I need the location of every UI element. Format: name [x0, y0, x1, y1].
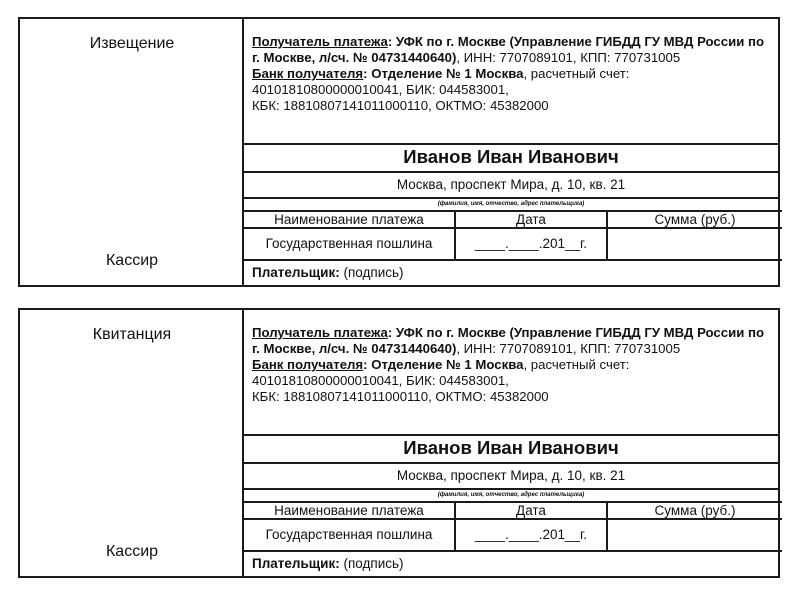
payer-hint: (фамилия, имя, отчество, адрес плательщика): [437, 201, 585, 207]
receipt-side-panel: [20, 310, 244, 576]
payer-name: Иванов Иван Иванович: [403, 437, 619, 458]
notice-slip: [18, 17, 780, 287]
recipient-name: : УФК по г. Москве (Управление ГИБДД ГУ МВД России по г. Москве, л/сч. № 04731440640): [252, 325, 764, 356]
signature-label: Плательщик:: [252, 265, 340, 280]
recipient-label: Получатель платежа: [252, 34, 388, 49]
cashier-label: Кассир: [105, 252, 159, 269]
cashier-label: Кассир: [105, 543, 159, 560]
recipient-label: Получатель платежа: [252, 325, 388, 340]
side-title: Квитанция: [92, 326, 172, 343]
recipient-tax: , ИНН: 7707089101, КПП: 770731005: [456, 341, 681, 356]
payer-signature: [252, 265, 404, 280]
payment-sum[interactable]: [607, 228, 782, 260]
col-header-sum: Сумма (руб.): [607, 211, 782, 228]
recipient-tax: , ИНН: 7707089101, КПП: 770731005: [456, 50, 681, 65]
notice-details: [244, 19, 778, 285]
divider: [244, 550, 778, 552]
col-header-name: Наименование платежа: [244, 502, 455, 519]
recipient-block: [252, 34, 772, 114]
bank-label: Банк получателя: [252, 66, 364, 81]
payer-signature: [252, 556, 404, 571]
payment-sum[interactable]: [607, 519, 782, 551]
kbk-oktmo: КБК: 18810807141011000110, ОКТМО: 45382000: [252, 389, 549, 404]
divider: [244, 171, 778, 173]
receipt-slip: [18, 308, 780, 578]
bank-account: , расчетный счет: 40101810800000010041, БИК: 044583001,: [252, 357, 630, 388]
signature-label: Плательщик:: [252, 556, 340, 571]
bank-name: : Отделение № 1 Москва: [363, 66, 524, 81]
bank-account: , расчетный счет: 40101810800000010041, БИК: 044583001,: [252, 66, 630, 97]
payment-table: [244, 210, 782, 261]
recipient-name: : УФК по г. Москве (Управление ГИБДД ГУ МВД России по г. Москве, л/сч. № 04731440640): [252, 34, 764, 65]
col-header-sum: Сумма (руб.): [607, 502, 782, 519]
payer-hint: (фамилия, имя, отчество, адрес плательщика): [437, 492, 585, 498]
payer-name: Иванов Иван Иванович: [403, 146, 619, 167]
kbk-oktmo: КБК: 18810807141011000110, ОКТМО: 45382000: [252, 98, 549, 113]
divider: [244, 259, 778, 261]
recipient-block: [252, 325, 772, 405]
col-header-date: Дата: [455, 502, 607, 519]
payer-address: Москва, проспект Мира, д. 10, кв. 21: [396, 468, 626, 483]
bank-label: Банк получателя: [252, 357, 364, 372]
col-header-name: Наименование платежа: [244, 211, 455, 228]
payment-name: Государственная пошлина: [244, 228, 455, 260]
signature-note: (подпись): [339, 265, 404, 280]
bank-name: : Отделение № 1 Москва: [363, 357, 524, 372]
payment-date[interactable]: ____.____.201__г.: [455, 228, 607, 260]
side-title: Извещение: [89, 35, 175, 52]
divider: [244, 462, 778, 464]
payer-address: Москва, проспект Мира, д. 10, кв. 21: [396, 177, 626, 192]
signature-note: (подпись): [339, 556, 404, 571]
receipt-details: [244, 310, 778, 576]
col-header-date: Дата: [455, 211, 607, 228]
payment-date[interactable]: ____.____.201__г.: [455, 519, 607, 551]
notice-side-panel: [20, 19, 244, 285]
payment-name: Государственная пошлина: [244, 519, 455, 551]
payment-table: [244, 501, 782, 552]
